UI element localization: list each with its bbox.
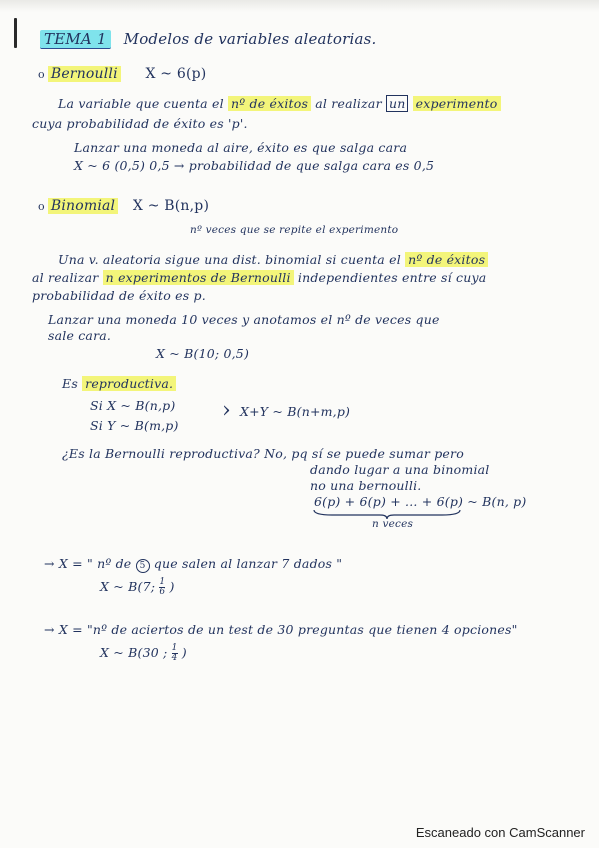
tema-label: TEMA 1 [40, 30, 111, 49]
text: Una v. aleatoria sigue una dist. binomial si cuenta el [58, 252, 401, 267]
circled-number: 5 [136, 559, 150, 573]
example-1-result [100, 578, 175, 597]
question-line-2: dando lugar a una binomial [310, 462, 490, 477]
binomial-heading [38, 198, 209, 214]
binomial-def-3: probabilidad de éxito es p. [32, 288, 206, 303]
highlight: n experimentos de Bernoulli [103, 270, 294, 285]
si-line-1: Si X ~ B(n,p) [90, 398, 176, 413]
example-2: → X = "nº de aciertos de un test de 30 preguntas que tienen 4 opciones" [44, 622, 518, 637]
text: Es [62, 376, 78, 391]
highlight: reproductiva. [82, 376, 176, 391]
text: → X = " nº de [44, 556, 132, 571]
binomial-ex-1: Lanzar una moneda 10 veces y anotamos el nº de veces que [48, 312, 440, 327]
fraction [159, 578, 165, 597]
si-result: X+Y ~ B(n+m,p) [240, 404, 351, 419]
binomial-ex-2: sale cara. [48, 328, 112, 343]
scan-edge [0, 0, 599, 12]
text: X ~ B(30 ; [100, 645, 168, 660]
text: al realizar [315, 96, 382, 111]
numerator: 1 [159, 577, 166, 587]
binomial-def-2 [32, 270, 486, 285]
text: ) [169, 579, 175, 594]
bernoulli-name: Bernoulli [48, 66, 121, 82]
highlight: experimento [413, 96, 501, 111]
bullet-icon: o [38, 200, 45, 213]
text: La variable que cuenta el [58, 96, 224, 111]
question-line-1: ¿Es la Bernoulli reproductiva? No, pq sí se puede sumar pero [62, 446, 464, 461]
denominator: 4 [171, 653, 178, 663]
binomial-notation: X ~ B(n,p) [132, 198, 210, 214]
example-1 [44, 556, 342, 573]
binomial-ex-3: X ~ B(10; 0,5) [156, 346, 250, 361]
boxed-word: un [386, 95, 409, 112]
text: X ~ B(7; [100, 579, 156, 594]
bernoulli-def-2: cuya probabilidad de éxito es 'p'. [32, 116, 248, 131]
bullet-icon: o [38, 68, 45, 81]
binomial-name: Binomial [48, 198, 118, 214]
example-2-result [100, 644, 187, 663]
sum-under: n veces [372, 518, 414, 530]
bernoulli-def-1 [58, 96, 501, 111]
binomial-def-1 [58, 252, 488, 267]
text: independientes entre sí cuya [297, 270, 487, 285]
bernoulli-heading [38, 66, 206, 82]
text: ) [181, 645, 187, 660]
text: que salen al lanzar 7 dados " [153, 556, 343, 571]
denominator: 6 [159, 587, 166, 597]
header [40, 30, 377, 48]
numerator: 1 [171, 643, 178, 653]
margin-mark [14, 18, 17, 48]
text: al realizar [32, 270, 99, 285]
reproductive-line [62, 376, 176, 391]
greater-icon: › [222, 398, 231, 423]
sum-line: 6(p) + 6(p) + ... + 6(p) ~ B(n, p) [314, 494, 527, 509]
header-title: Modelos de variables aleatorias. [123, 30, 377, 48]
fraction [172, 644, 178, 663]
si-line-2: Si Y ~ B(m,p) [90, 418, 179, 433]
bernoulli-ex-2: X ~ 6 (0,5) 0,5 → probabilidad de que salga cara es 0,5 [74, 158, 435, 173]
question-line-3: no una bernoulli. [310, 478, 422, 493]
camscanner-footer: Escaneado con CamScanner [415, 825, 585, 840]
bernoulli-notation: X ~ 6(p) [145, 66, 207, 82]
bernoulli-ex-1: Lanzar una moneda al aire, éxito es que salga cara [74, 140, 408, 155]
highlight: nº de éxitos [228, 96, 311, 111]
binomial-note: nº veces que se repite el experimento [190, 224, 399, 236]
highlight: nº de éxitos [405, 252, 488, 267]
